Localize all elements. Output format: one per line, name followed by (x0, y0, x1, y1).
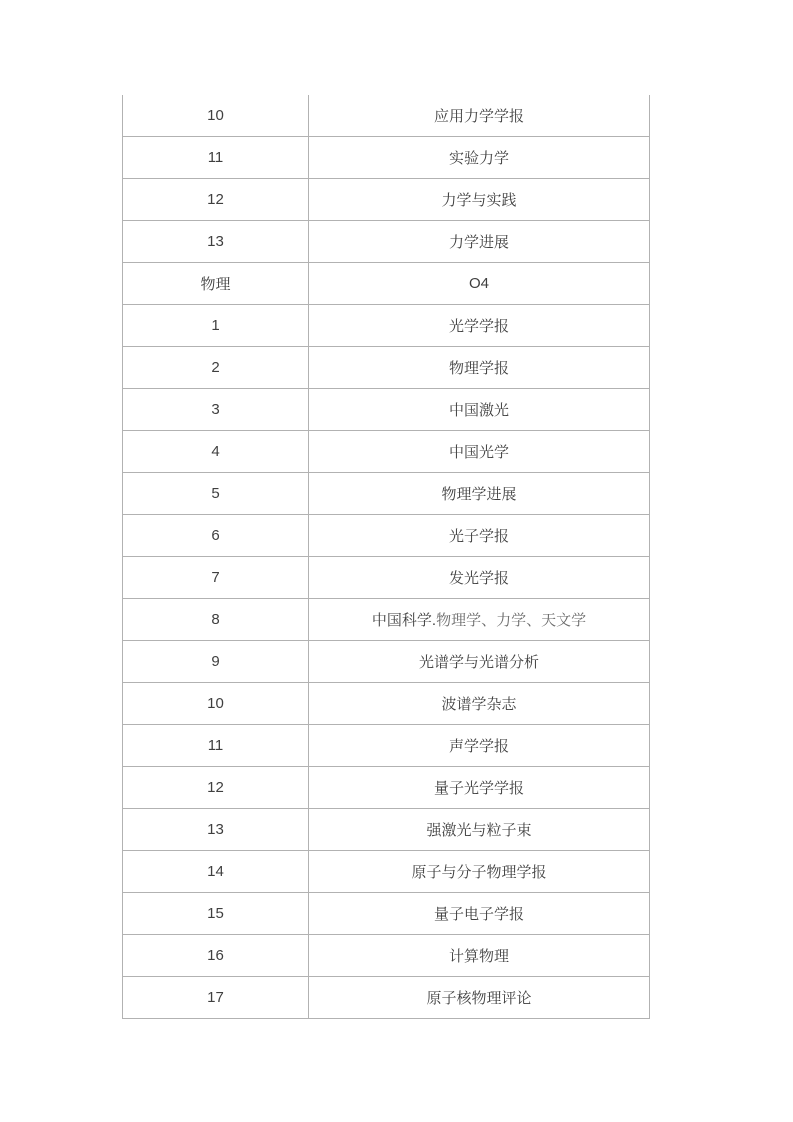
table-row (123, 389, 650, 431)
table-row (123, 95, 650, 137)
journal-name-cell: 光子学报 (309, 515, 650, 557)
journal-name-cell: 应用力学学报 (309, 95, 650, 137)
row-index-cell: 11 (123, 137, 309, 179)
table-row (123, 515, 650, 557)
journal-table (122, 95, 650, 1019)
category-row (123, 263, 650, 305)
journal-name-cell: 物理学报 (309, 347, 650, 389)
table-row (123, 557, 650, 599)
row-index-cell: 8 (123, 599, 309, 641)
journal-name-cell: 实验力学 (309, 137, 650, 179)
journal-name-cell: 发光学报 (309, 557, 650, 599)
row-index-cell: 16 (123, 935, 309, 977)
row-index-cell: 17 (123, 977, 309, 1019)
table-row (123, 599, 650, 641)
journal-name-cell: 强激光与粒子束 (309, 809, 650, 851)
row-index-cell: 10 (123, 683, 309, 725)
journal-name-serif-part: 物理学、力学、天文学 (436, 613, 587, 629)
table-row (123, 683, 650, 725)
row-index-cell: 11 (123, 725, 309, 767)
table-row (123, 137, 650, 179)
journal-name-cell: 声学学报 (309, 725, 650, 767)
journal-name-cell: 中国激光 (309, 389, 650, 431)
journal-name-cell: 量子光学学报 (309, 767, 650, 809)
journal-name-cell: 量子电子学报 (309, 893, 650, 935)
row-index-cell: 13 (123, 221, 309, 263)
row-index-cell: 4 (123, 431, 309, 473)
row-index-cell: 12 (123, 767, 309, 809)
category-name-cell: 物理 (123, 263, 309, 305)
journal-name-cell: 物理学进展 (309, 473, 650, 515)
table-row (123, 725, 650, 767)
row-index-cell: 2 (123, 347, 309, 389)
table-row (123, 809, 650, 851)
journal-name-cell: 力学与实践 (309, 179, 650, 221)
row-index-cell: 14 (123, 851, 309, 893)
journal-name-cell: 波谱学杂志 (309, 683, 650, 725)
journal-name-cell (309, 599, 650, 641)
row-index-cell: 12 (123, 179, 309, 221)
journal-name-cell: 力学进展 (309, 221, 650, 263)
table-row (123, 977, 650, 1019)
journal-name-cell: 原子与分子物理学报 (309, 851, 650, 893)
row-index-cell: 1 (123, 305, 309, 347)
table-row (123, 347, 650, 389)
table-row (123, 431, 650, 473)
table-row (123, 851, 650, 893)
journal-name-cell: 中国光学 (309, 431, 650, 473)
row-index-cell: 9 (123, 641, 309, 683)
row-index-cell: 3 (123, 389, 309, 431)
row-index-cell: 15 (123, 893, 309, 935)
row-index-cell: 13 (123, 809, 309, 851)
row-index-cell: 6 (123, 515, 309, 557)
table-row (123, 767, 650, 809)
journal-name-cell: 原子核物理评论 (309, 977, 650, 1019)
journal-name-sans-part: 中国科学. (371, 612, 437, 629)
table-row (123, 641, 650, 683)
table-row (123, 473, 650, 515)
table-row (123, 221, 650, 263)
table-row (123, 935, 650, 977)
row-index-cell: 5 (123, 473, 309, 515)
journal-name-cell: 计算物理 (309, 935, 650, 977)
table-row (123, 179, 650, 221)
table-row (123, 305, 650, 347)
journal-name-cell: 光谱学与光谱分析 (309, 641, 650, 683)
table-row (123, 893, 650, 935)
row-index-cell: 10 (123, 95, 309, 137)
journal-table-body (123, 95, 650, 1019)
row-index-cell: 7 (123, 557, 309, 599)
category-code-cell: O4 (309, 263, 650, 305)
journal-name-cell: 光学学报 (309, 305, 650, 347)
